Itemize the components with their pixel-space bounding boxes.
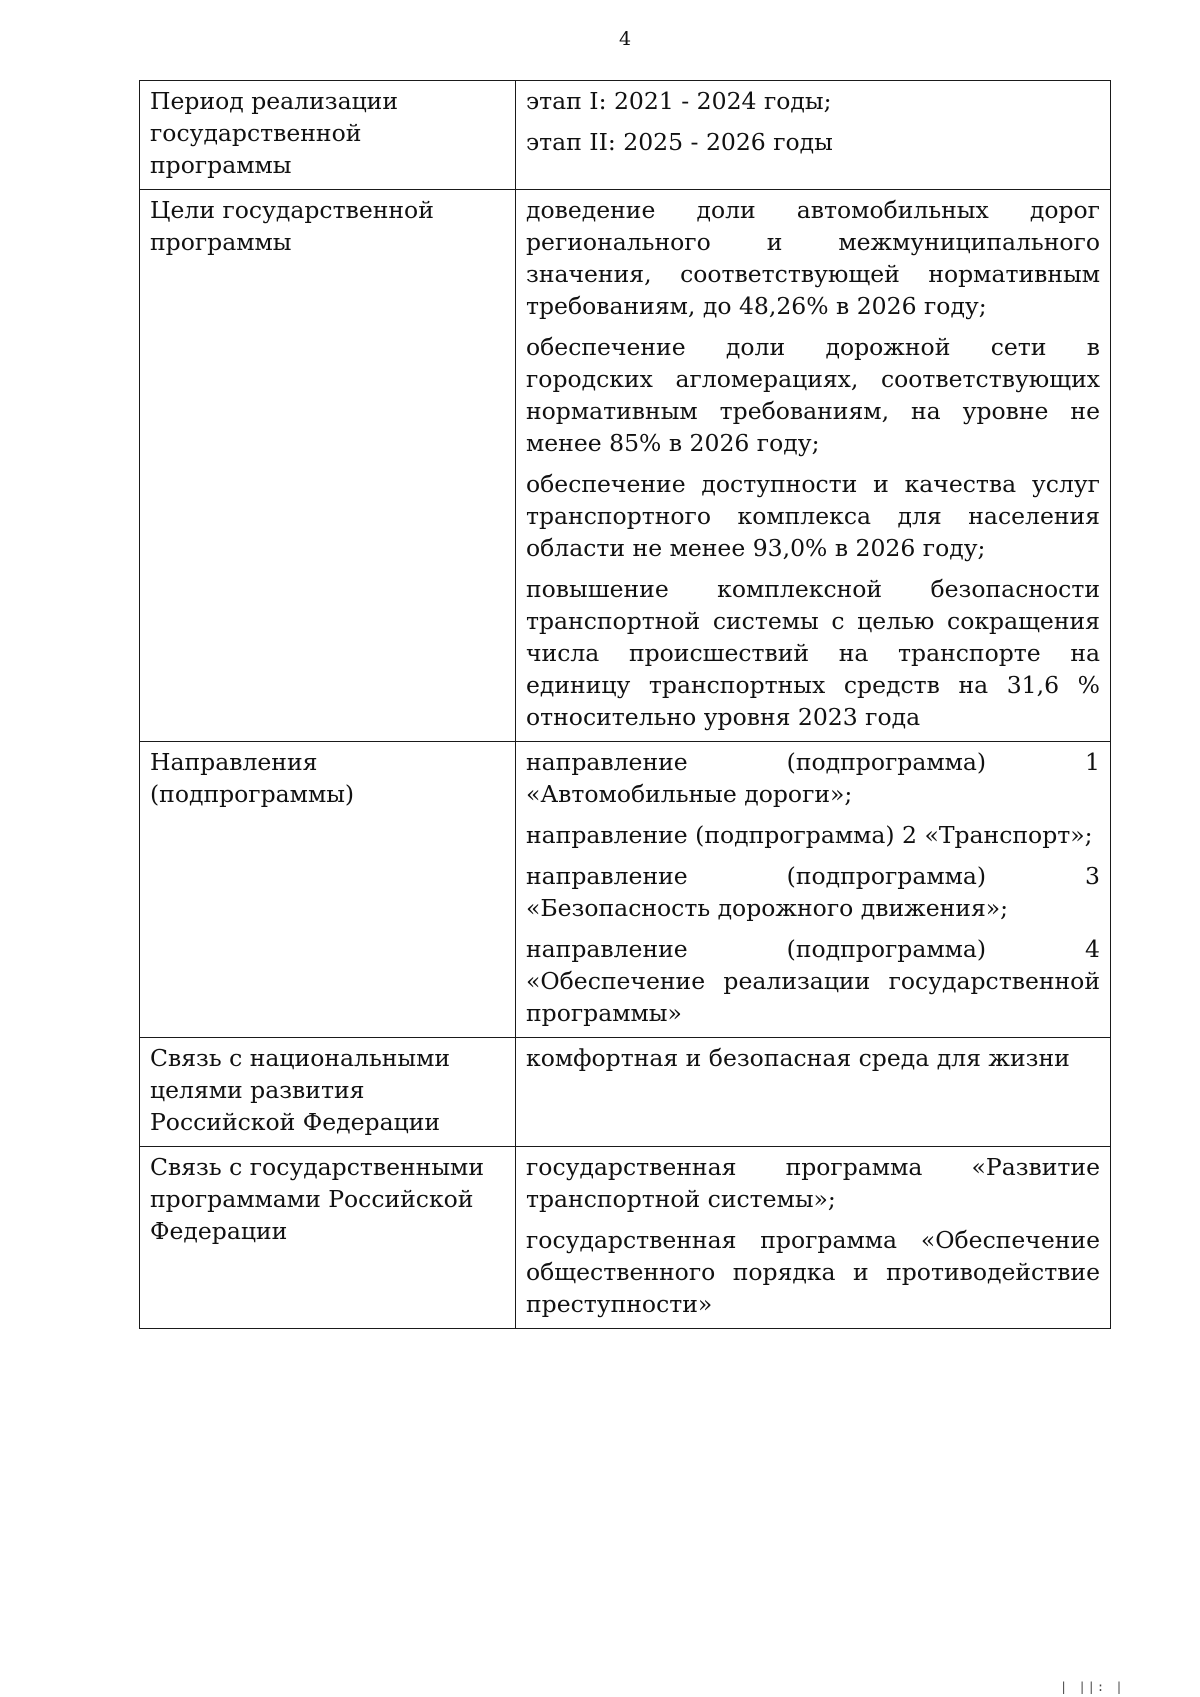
row-label-cell bbox=[140, 1147, 516, 1329]
value-paragraph: повышение комплексной безопасности транспортной системы с целью сокращения числа происшествий на транспорте на единицу транспортных средств на 31,6 % относительно уровня 2023 года bbox=[526, 575, 1100, 731]
value-paragraph: направление (подпрограмма) 4 «Обеспечение реализации государственной программы» bbox=[526, 935, 1100, 1027]
value-paragraph: этап II: 2025 - 2026 годы bbox=[526, 128, 833, 156]
row-value-cell bbox=[516, 1147, 1111, 1329]
row-label: Связь с государственными программами Российской Федерации bbox=[150, 1153, 484, 1245]
value-paragraph: направление (подпрограмма) 1 «Автомобильные дороги»; bbox=[526, 748, 1100, 808]
value-paragraph: доведение доли автомобильных дорог регионального и межмуниципального значения, соответствующей нормативным требованиям, до 48,26% в 2026 году; bbox=[526, 196, 1100, 320]
row-label-cell bbox=[140, 1038, 516, 1147]
value-paragraph: государственная программа «Обеспечение общественного порядка и противодействие преступности» bbox=[526, 1226, 1100, 1318]
value-paragraph: обеспечение доли дорожной сети в городских агломерациях, соответствующих нормативным требованиям, на уровне не менее 85% в 2026 году; bbox=[526, 333, 1100, 457]
table-row-national-goals bbox=[140, 1038, 1111, 1147]
row-label: Направления (подпрограммы) bbox=[150, 748, 355, 808]
value-paragraph: обеспечение доступности и качества услуг транспортного комплекса для населения области не менее 93,0% в 2026 году; bbox=[526, 470, 1100, 562]
value-paragraph: направление (подпрограмма) 3 «Безопасность дорожного движения»; bbox=[526, 862, 1100, 922]
row-label-cell bbox=[140, 190, 516, 742]
table-row-period bbox=[140, 81, 1111, 190]
value-paragraph: направление (подпрограмма) 2 «Транспорт»; bbox=[526, 821, 1093, 849]
table-row-federal-programs bbox=[140, 1147, 1111, 1329]
value-paragraph: этап I: 2021 - 2024 годы; bbox=[526, 87, 832, 115]
row-label: Цели государственной программы bbox=[150, 196, 434, 256]
row-label-cell bbox=[140, 742, 516, 1038]
value-paragraph: комфортная и безопасная среда для жизни bbox=[526, 1044, 1070, 1072]
program-passport-table bbox=[139, 80, 1111, 1329]
row-value-cell bbox=[516, 81, 1111, 190]
row-value-cell bbox=[516, 742, 1111, 1038]
row-label: Связь с национальными целями развития Российской Федерации bbox=[150, 1044, 451, 1136]
row-label-cell bbox=[140, 81, 516, 190]
row-value-cell bbox=[516, 1038, 1111, 1147]
table-row-goals bbox=[140, 190, 1111, 742]
value-paragraph: государственная программа «Развитие транспортной системы»; bbox=[526, 1153, 1100, 1213]
row-value-cell bbox=[516, 190, 1111, 742]
page-number: 4 bbox=[618, 28, 632, 50]
table-row-subprograms bbox=[140, 742, 1111, 1038]
row-label: Период реализации государственной программы bbox=[150, 87, 399, 179]
scan-artifact-marks: | ||: | bbox=[1060, 1680, 1125, 1694]
